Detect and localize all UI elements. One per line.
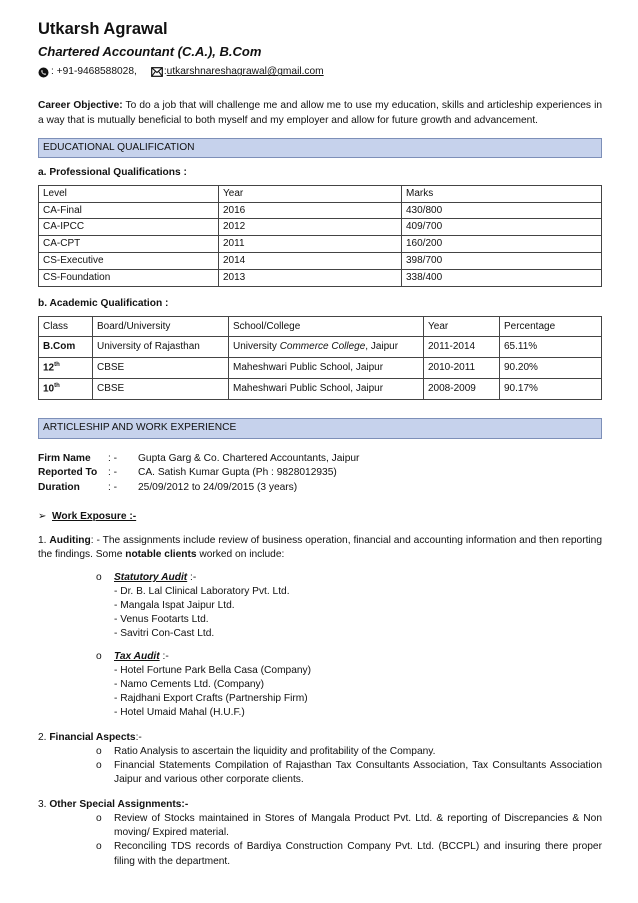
table-cell: 2016	[219, 202, 402, 219]
table-row	[39, 219, 602, 236]
column-header: School/College	[229, 316, 424, 337]
list-item: - Mangala Ispat Jaipur Ltd.	[114, 600, 235, 612]
list-item: - Hotel Umaid Mahal (H.U.F.)	[114, 706, 245, 718]
email-prefix: :	[163, 66, 167, 78]
list-item: - Hotel Fortune Park Bella Casa (Company)	[114, 664, 312, 676]
list-item: - Savitri Con-Cast Ltd.	[114, 628, 215, 640]
table-row	[39, 379, 602, 400]
list-item: o Review of Stocks maintained in Stores of Mangala Product Pvt. Ltd. & reporting of Discrepancies & Non moving/ Expired material.	[96, 813, 602, 839]
list-item: - Venus Footarts Ltd.	[114, 614, 209, 626]
financial-aspects-list	[38, 745, 602, 787]
table-row	[39, 358, 602, 379]
table-cell: CBSE	[93, 379, 229, 400]
table-cell: CS-Executive	[39, 252, 219, 269]
table-cell: 398/700	[402, 252, 602, 269]
section-articleship-work-experience: ARTICLESHIP AND WORK EXPERIENCE	[38, 418, 602, 438]
table-cell: 2014	[219, 252, 402, 269]
email-link[interactable]: utkarshnareshagrawal@gmail.com	[166, 66, 324, 78]
phone-icon	[38, 67, 49, 78]
column-header: Marks	[402, 185, 602, 202]
table-cell: 160/200	[402, 236, 602, 253]
table-cell: B.Com	[39, 337, 93, 358]
list-item: - Dr. B. Lal Clinical Laboratory Pvt. Ltd.	[114, 586, 290, 598]
table-cell: CA-Final	[39, 202, 219, 219]
table-header-row	[39, 316, 602, 337]
tax-audit-heading: o Tax Audit :-	[96, 650, 169, 662]
envelope-icon	[151, 67, 162, 78]
table-row	[39, 337, 602, 358]
column-header: Year	[219, 185, 402, 202]
list-item: o Ratio Analysis to ascertain the liquidity and profitability of the Company.	[96, 746, 436, 757]
objective-label: Career Objective:	[38, 100, 123, 112]
table-cell: Maheshwari Public School, Jaipur	[229, 379, 424, 400]
table-cell: 2011-2014	[424, 337, 500, 358]
special-assignments-heading: 3. Other Special Assignments:-	[38, 799, 189, 811]
table-cell: CA-IPCC	[39, 219, 219, 236]
table-cell: 409/700	[402, 219, 602, 236]
table-cell: 90.20%	[500, 358, 602, 379]
column-header: Board/University	[93, 316, 229, 337]
tax-audit-list	[38, 664, 602, 720]
column-header: Percentage	[500, 316, 602, 337]
section-educational-qualification: EDUCATIONAL QUALIFICATION	[38, 138, 602, 158]
column-header: Year	[424, 316, 500, 337]
duration-row: Duration : - 25/09/2012 to 24/09/2015 (3 years)	[38, 482, 298, 494]
column-header: Level	[39, 185, 219, 202]
table-cell: University of Rajasthan	[93, 337, 229, 358]
statutory-audit-list	[38, 585, 602, 641]
table-cell: Maheshwari Public School, Jaipur	[229, 358, 424, 379]
table-cell: CBSE	[93, 358, 229, 379]
professional-qualifications-heading: a. Professional Qualifications :	[38, 166, 187, 178]
list-item: o Financial Statements Compilation of Rajasthan Tax Consultants Association, Tax Consultants Association Jaipur and various other corporate clients.	[96, 760, 602, 786]
list-item: - Namo Cements Ltd. (Company)	[114, 678, 265, 690]
contact-line	[38, 65, 602, 79]
statutory-audit-heading: o Statutory Audit :-	[96, 572, 197, 584]
table-row	[39, 236, 602, 253]
table-cell: 2011	[219, 236, 402, 253]
special-assignments-list	[38, 812, 602, 868]
column-header: Class	[39, 316, 93, 337]
work-exposure-heading: ➢ Work Exposure :-	[38, 510, 137, 523]
table-cell: CS-Foundation	[39, 269, 219, 286]
table-cell: CA-CPT	[39, 236, 219, 253]
academic-qualification-heading: b. Academic Qualification :	[38, 297, 169, 309]
table-cell: 10th	[39, 379, 93, 400]
table-cell: 65.11%	[500, 337, 602, 358]
table-cell: 2013	[219, 269, 402, 286]
candidate-name: Utkarsh Agrawal	[38, 20, 168, 38]
financial-aspects-heading: 2. Financial Aspects:-	[38, 731, 142, 743]
table-cell: 2012	[219, 219, 402, 236]
auditing-paragraph: 1. Auditing: - The assignments include review of business operation, financial and accounting information and then reporting the findings. Some notable clients worked on include:	[38, 534, 603, 561]
table-header-row	[39, 185, 602, 202]
candidate-title: Chartered Accountant (C.A.), B.Com	[38, 43, 262, 59]
table-row	[39, 252, 602, 269]
objective-text: To do a job that will challenge me and allow me to use my education, skills and articleship experiences in a way that is mutually beneficial to both myself and my employer and allow for future growth and advancement.	[38, 100, 602, 126]
table-cell: 12th	[39, 358, 93, 379]
phone-number: : +91-9468588028,	[51, 66, 137, 78]
table-row	[39, 202, 602, 219]
list-item: - Rajdhani Export Crafts (Partnership Firm)	[114, 692, 308, 704]
table-cell: 430/800	[402, 202, 602, 219]
list-item: o Reconciling TDS records of Bardiya Construction Company Pvt. Ltd. (BCCPL) and insuring there proper filing with the department.	[96, 841, 602, 867]
table-cell: 2010-2011	[424, 358, 500, 379]
firm-name-row: Firm Name : - Gupta Garg & Co. Chartered Accountants, Jaipur	[38, 452, 360, 464]
career-objective	[38, 99, 602, 127]
firm-details	[38, 452, 602, 496]
reported-to-row: Reported To : - CA. Satish Kumar Gupta (Ph : 9828012935)	[38, 467, 337, 479]
table-row	[39, 269, 602, 286]
table-cell: 338/400	[402, 269, 602, 286]
professional-qualifications-table	[38, 185, 602, 287]
table-cell: 90.17%	[500, 379, 602, 400]
table-cell: University Commerce College, Jaipur	[229, 337, 424, 358]
arrow-bullet-icon: ➢	[38, 511, 47, 523]
table-cell: 2008-2009	[424, 379, 500, 400]
academic-qualification-table	[38, 316, 602, 401]
